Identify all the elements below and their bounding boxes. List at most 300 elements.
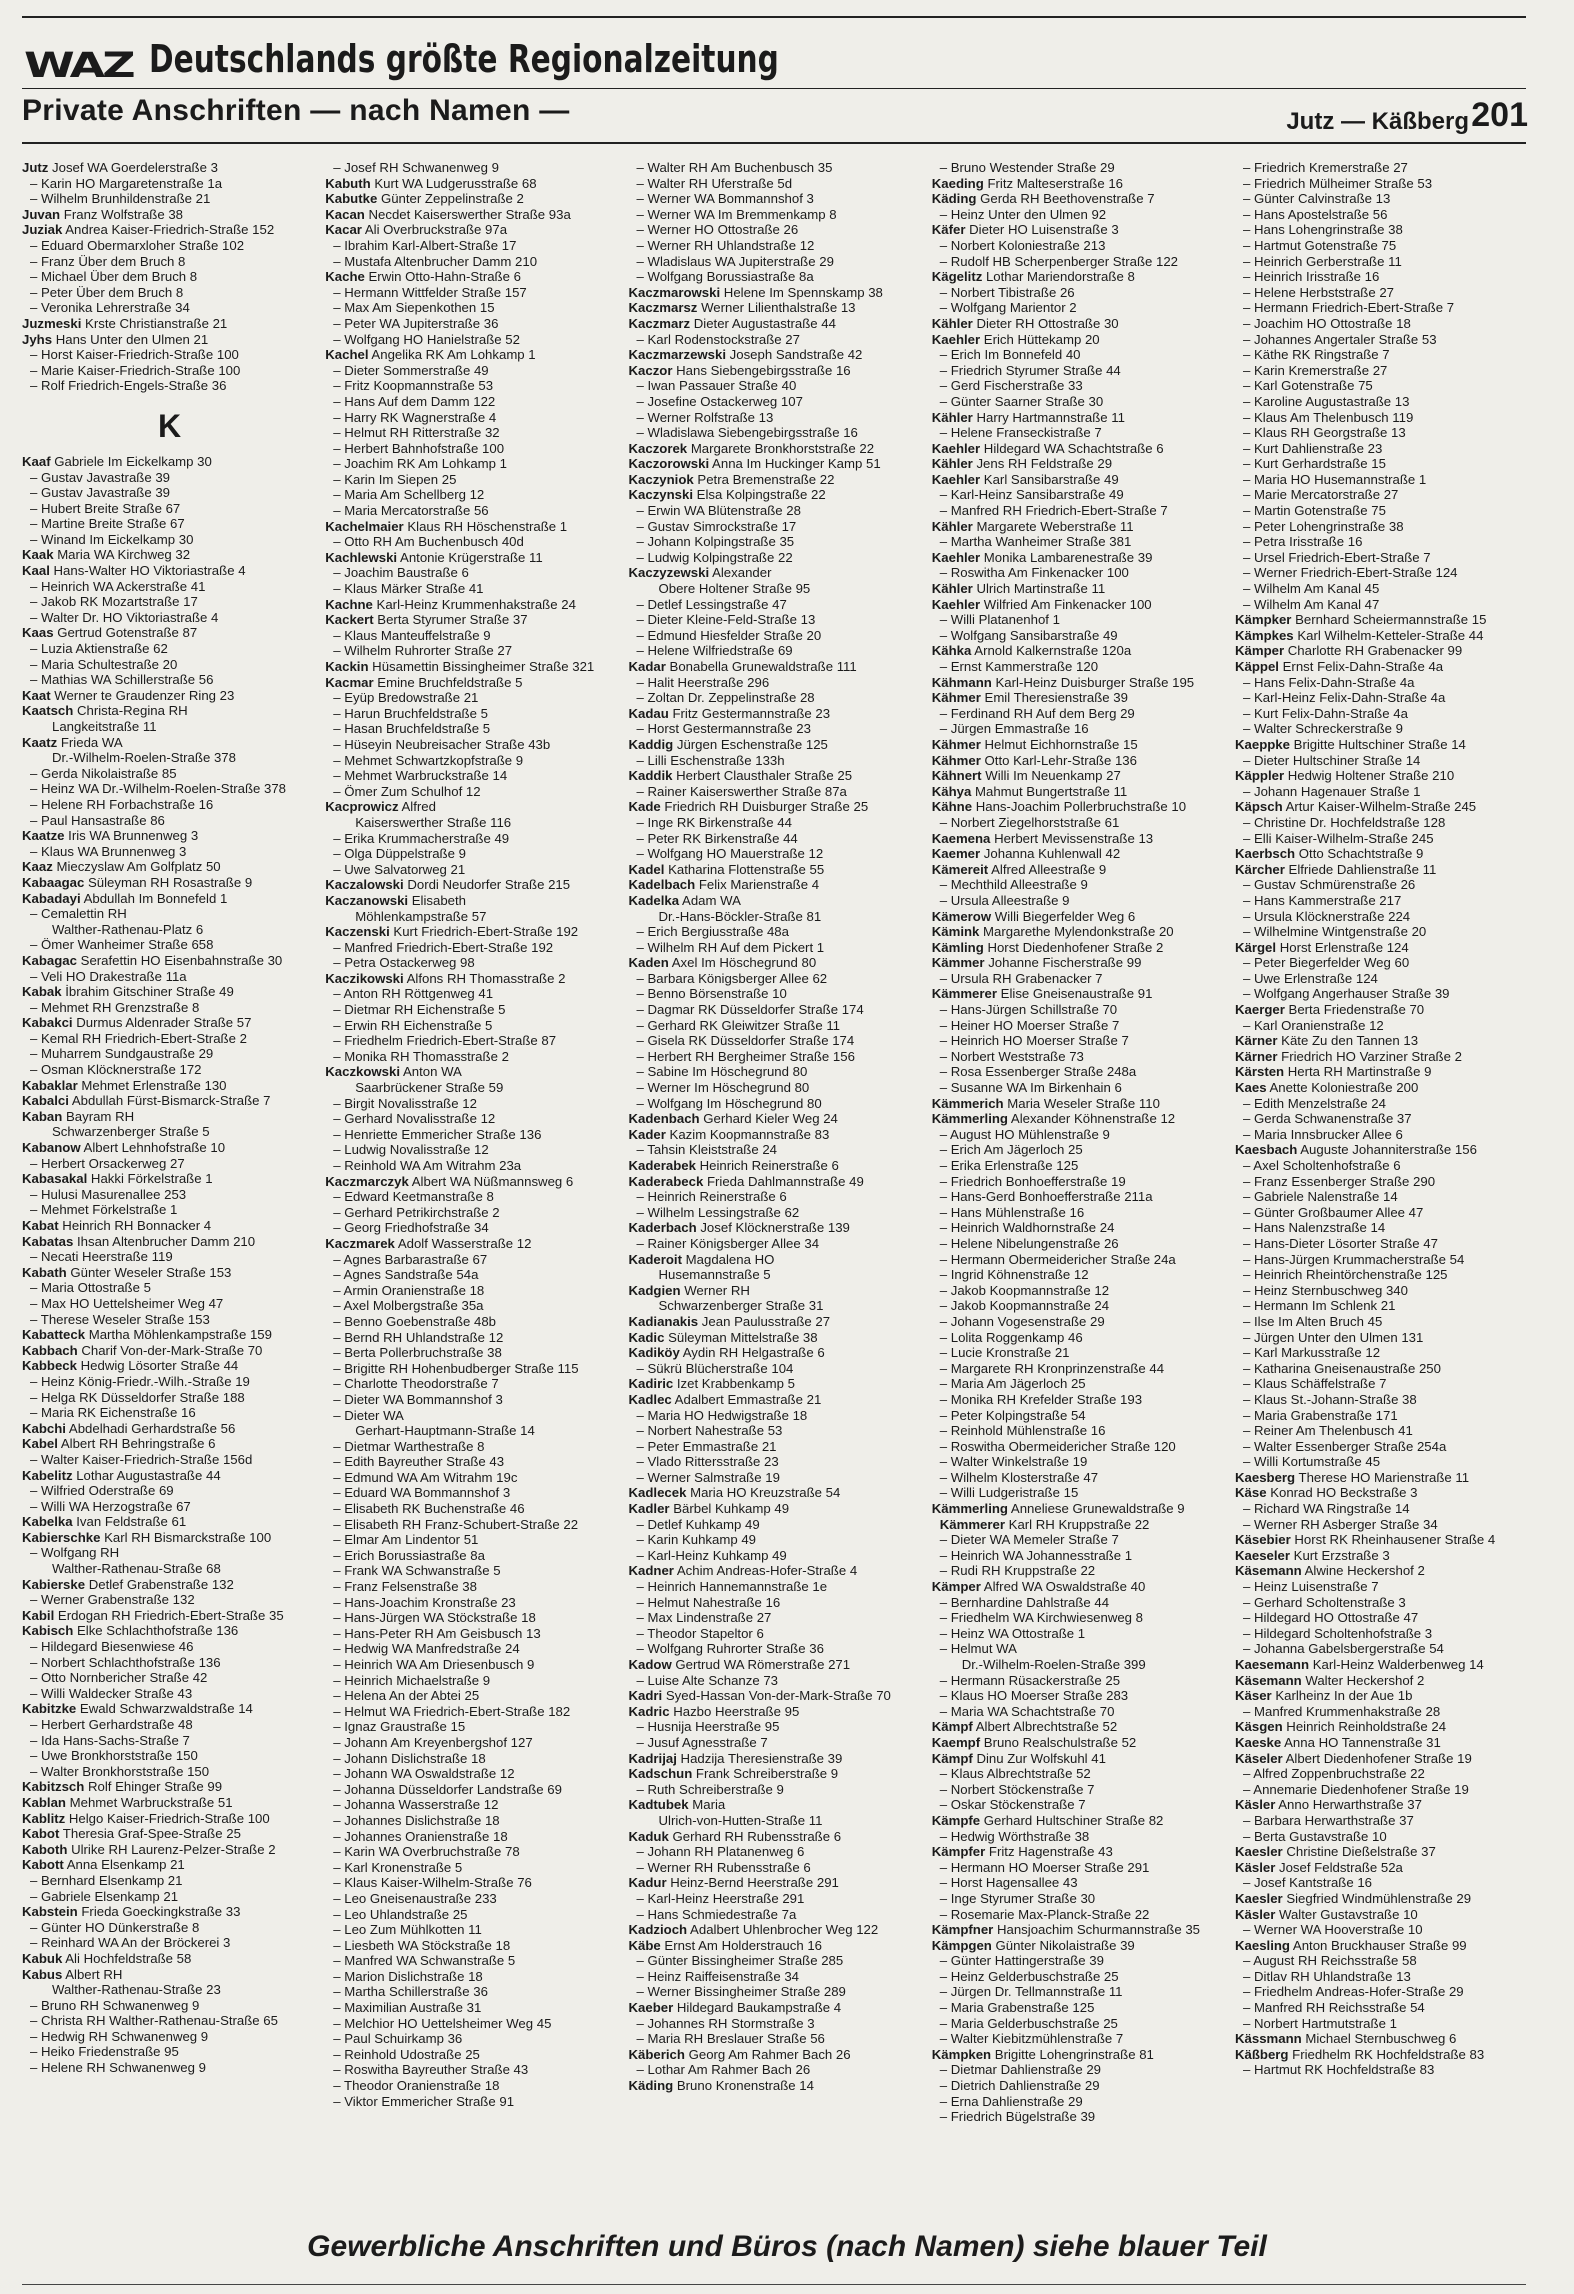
entry-details: – Jürgen Emmastraße 16 <box>939 721 1089 737</box>
directory-entry <box>932 2094 1227 2110</box>
directory-entry <box>1235 1423 1530 1439</box>
entry-details: – Martin Gotenstraße 75 <box>1243 503 1386 519</box>
directory-entry <box>1235 1392 1530 1408</box>
entry-details: Josef Feldstraße 52a <box>1275 1859 1403 1875</box>
directory-entry <box>325 285 620 301</box>
entry-details: Konrad HO Beckstraße 3 <box>1266 1485 1418 1501</box>
entry-details: – Friedrich Kremerstraße 27 <box>1243 160 1408 175</box>
directory-entry <box>629 1408 924 1424</box>
directory-entry <box>325 581 620 597</box>
surname: Kabierschke <box>22 1529 101 1545</box>
surname: Kähya <box>931 783 972 799</box>
directory-entry <box>629 472 924 488</box>
surname: Kadri <box>628 1688 663 1704</box>
surname: Kaeseler <box>1235 1547 1290 1563</box>
entry-details: – Heinrich WA Johannesstraße 1 <box>939 1547 1133 1563</box>
directory-entry <box>1235 332 1530 348</box>
entry-details: – Karl-Heinz Kuhkamp 49 <box>636 1547 787 1563</box>
directory-entry <box>932 1907 1227 1923</box>
entry-details: – Kurt Dahlienstraße 23 <box>1243 440 1383 456</box>
directory-entry <box>1235 1485 1530 1501</box>
entry-details: Adolf Wasserstraße 12 <box>394 1235 532 1251</box>
entry-details: Erich Hüttekamp 20 <box>980 331 1100 347</box>
entry-details: – Wilhelm RH Auf dem Pickert 1 <box>636 939 825 955</box>
directory-entry <box>932 1626 1227 1642</box>
entry-details: Jens RH Feldstraße 29 <box>972 456 1113 472</box>
directory-entry <box>325 1158 620 1174</box>
entry-details: Hakki Förkelstraße 1 <box>87 1171 213 1187</box>
directory-entry <box>325 316 620 332</box>
entry-details: – Ruth Schreiberstraße 9 <box>636 1781 784 1797</box>
directory-entry <box>629 1626 924 1642</box>
entry-details: Albert Diedenhofener Straße 19 <box>1282 1750 1472 1766</box>
surname: Kadzioch <box>628 1922 688 1938</box>
surname: Kämmerich <box>931 1095 1004 1111</box>
surname: Kaas <box>22 625 54 641</box>
entry-details: – Helene Herbststraße 27 <box>1243 284 1394 300</box>
entry-details: – Heinrich Hannemannstraße 1e <box>636 1579 828 1595</box>
entry-details: – Georg Friedhofstraße 34 <box>333 1220 489 1236</box>
directory-entry <box>629 2000 924 2016</box>
directory-entry <box>932 1439 1227 1455</box>
entry-details: Ihsan Altenbrucher Damm 210 <box>73 1233 256 1249</box>
entry-details: – Willi Ludgeristraße 15 <box>939 1485 1079 1501</box>
entry-details: – Barbara Königsberger Allee 62 <box>636 970 828 986</box>
directory-entry <box>325 1330 620 1346</box>
directory-entry <box>325 768 620 784</box>
directory-entry <box>629 643 924 659</box>
entry-details: – Mustafa Altenbrucher Damm 210 <box>333 253 538 269</box>
directory-entry <box>932 1563 1227 1579</box>
directory-entry <box>1235 254 1530 270</box>
surname: Kabil <box>22 1607 55 1623</box>
directory-entry <box>325 1423 620 1439</box>
entry-details: – Maria HO Hedwigstraße 18 <box>636 1407 808 1423</box>
entry-details: Durmus Aldenrader Straße 57 <box>72 1015 252 1031</box>
directory-entry <box>1235 877 1530 893</box>
entry-details: Maria <box>688 1797 726 1813</box>
directory-entry <box>629 534 924 550</box>
surname: Kaatz <box>22 734 58 750</box>
entry-details: – Gerd Fischerstraße 33 <box>939 378 1083 394</box>
entry-details: Anton WA <box>400 1064 462 1080</box>
surname: Käsler <box>1235 1906 1276 1922</box>
directory-entry <box>629 347 924 363</box>
entry-details: – Helmut RH Ritterstraße 32 <box>333 425 500 441</box>
directory-entry <box>629 1127 924 1143</box>
entry-details: – Petra Irisstraße 16 <box>1243 534 1363 550</box>
entry-details: – Heinrich Gerberstraße 11 <box>1243 253 1402 269</box>
entry-details: Heinrich Reinerstraße 6 <box>695 1158 839 1173</box>
surname: Kähler <box>931 409 973 425</box>
entry-details: – Klaus St.-Johann-Straße 38 <box>1243 1391 1417 1407</box>
section-letter: K <box>157 407 182 444</box>
entry-details: – Necati Heerstraße 119 <box>30 1249 173 1265</box>
entry-details: – Paul Schuirkamp 36 <box>333 2031 463 2047</box>
directory-entry <box>932 706 1227 722</box>
entry-details: Charif Von-der-Mark-Straße 70 <box>77 1342 263 1358</box>
entry-details: – Norbert Tibistraße 26 <box>939 284 1075 300</box>
entry-details: Harry Hartmannstraße 11 <box>972 409 1125 425</box>
directory-entry <box>629 1891 924 1907</box>
directory-entry <box>932 1891 1227 1907</box>
directory-entry <box>22 316 317 332</box>
directory-entry <box>932 1579 1227 1595</box>
surname: Kämerow <box>931 908 992 924</box>
surname: Kabierske <box>22 1576 86 1592</box>
surname: Kabel <box>22 1436 58 1452</box>
entry-details: – Maria Grabenstraße 171 <box>1243 1407 1398 1423</box>
directory-entry <box>325 1610 620 1626</box>
directory-entry <box>932 1844 1227 1860</box>
directory-entry <box>325 1626 620 1642</box>
directory-entry <box>22 1265 317 1281</box>
directory-entry <box>1235 1563 1530 1579</box>
entry-details: – Hans Kammerstraße 217 <box>1243 892 1402 908</box>
directory-entry <box>1235 1922 1530 1938</box>
directory-entry <box>1235 1673 1530 1689</box>
entry-details: Mahmut Bungertstraße 11 <box>971 783 1128 799</box>
directory-entry <box>325 1174 620 1190</box>
directory-entry <box>1235 2031 1530 2047</box>
entry-details: Axel Im Höschegrund 80 <box>668 955 817 971</box>
entry-details: Karl Wilhelm-Ketteler-Straße 44 <box>1293 627 1484 643</box>
directory-entry <box>932 1158 1227 1174</box>
directory-entry <box>325 799 620 815</box>
surname: Kaczor <box>628 362 673 378</box>
entry-details: Dieter Augustastraße 44 <box>690 315 836 331</box>
entry-details: Anette Koloniestraße 200 <box>1266 1080 1419 1096</box>
directory-entry <box>932 1984 1227 2000</box>
directory-entry <box>629 1080 924 1096</box>
surname: Kämpkes <box>1235 627 1294 643</box>
surname: Kaczikowski <box>325 970 404 986</box>
directory-entry <box>629 628 924 644</box>
surname: Kaczalowski <box>325 877 404 893</box>
directory-entry <box>325 706 620 722</box>
directory-columns <box>22 160 1530 2186</box>
entry-details: – Jusuf Agnesstraße 7 <box>636 1734 768 1750</box>
surname: Kämink <box>931 924 980 940</box>
entry-details: – Harun Bruchfeldstraße 5 <box>333 705 488 721</box>
entry-details: Fritz Hagenstraße 43 <box>985 1844 1113 1860</box>
directory-entry <box>22 347 317 363</box>
directory-entry <box>22 2044 317 2060</box>
entry-details: – Maximilian Austraße 31 <box>333 2000 482 2016</box>
directory-entry <box>22 563 317 579</box>
entry-details: – Peter Biegerfelder Weg 60 <box>1243 955 1410 971</box>
directory-entry <box>629 1563 924 1579</box>
directory-entry <box>932 659 1227 675</box>
entry-details: Albert Lehnhofstraße 10 <box>80 1140 226 1156</box>
directory-entry <box>22 750 317 766</box>
directory-entry <box>932 1283 1227 1299</box>
directory-entry <box>629 1345 924 1361</box>
directory-entry <box>629 1033 924 1049</box>
surname: Kähmer <box>931 690 981 706</box>
directory-entry <box>932 1361 1227 1377</box>
entry-details: – Veli HO Drakestraße 11a <box>30 968 187 984</box>
entry-details: Obere Holtener Straße 95 <box>658 581 811 597</box>
entry-details: – Inge RK Birkenstraße 44 <box>636 814 792 830</box>
directory-entry <box>932 410 1227 426</box>
entry-details: Izet Krabbenkamp 5 <box>673 1376 795 1392</box>
directory-entry <box>1235 410 1530 426</box>
entry-details: – Maria Gelderbuschstraße 25 <box>939 2015 1118 2031</box>
directory-entry <box>1235 160 1530 176</box>
entry-details: – Werner WA Im Bremmenkamp 8 <box>636 206 837 222</box>
entry-details: – Otto RH Am Buchenbusch 40d <box>333 534 524 550</box>
entry-details: Anton Bruckhauser Straße 99 <box>1289 1937 1467 1953</box>
directory-entry <box>22 1031 317 1047</box>
directory-entry <box>325 1984 620 2000</box>
entry-details: Karl-Heinz Krummenhakstraße 24 <box>372 596 576 612</box>
entry-details: – Reiner Am Thelenbusch 41 <box>1243 1423 1413 1439</box>
directory-entry <box>932 1860 1227 1876</box>
directory-entry <box>932 1969 1227 1985</box>
entry-details: – Werner Im Höschegrund 80 <box>636 1080 810 1096</box>
directory-entry <box>325 503 620 519</box>
entry-details: – Peter WA Jupiterstraße 36 <box>333 315 499 331</box>
directory-entry <box>1235 721 1530 737</box>
waz-logo: WAZ <box>24 44 133 85</box>
entry-details: Emil Theresienstraße 39 <box>980 690 1128 706</box>
surname: Kadianakis <box>628 1313 699 1329</box>
entry-details: – Frank WA Schwanstraße 5 <box>333 1563 501 1579</box>
entry-details: Gabriele Im Eickelkamp 30 <box>50 453 212 469</box>
directory-entry <box>1235 768 1530 784</box>
entry-details: – Heinrich Rheintörchenstraße 125 <box>1243 1267 1448 1283</box>
directory-entry <box>629 2078 924 2094</box>
directory-entry <box>629 1361 924 1377</box>
entry-details: – Hermann Im Schlenk 21 <box>1243 1298 1396 1314</box>
entry-details: Elke Schlachthofstraße 136 <box>73 1623 239 1639</box>
entry-details: – Manfred RH Friedrich-Ebert-Straße 7 <box>939 503 1168 519</box>
entry-details: – Günter Calvinstraße 13 <box>1243 191 1391 207</box>
entry-details: – Norbert Koloniestraße 213 <box>939 237 1106 253</box>
entry-details: Herta RH Martinstraße 9 <box>1284 1064 1432 1080</box>
surname: Kaehler <box>931 549 981 565</box>
directory-entry <box>22 1608 317 1624</box>
directory-entry <box>629 1610 924 1626</box>
entry-details: – Kurt Felix-Dahn-Straße 4a <box>1243 705 1408 721</box>
directory-entry <box>629 1548 924 1564</box>
entry-details: – Johannes Dislichstraße 18 <box>333 1812 500 1828</box>
entry-details: – Johann Dislichstraße 18 <box>333 1750 486 1766</box>
entry-details: – Peter Kolpingstraße 54 <box>939 1407 1086 1423</box>
directory-entry <box>932 238 1227 254</box>
entry-details: – Karoline Augustastraße 13 <box>1243 393 1410 409</box>
directory-entry <box>325 1096 620 1112</box>
directory-entry <box>932 565 1227 581</box>
surname: Käse <box>1235 1485 1267 1501</box>
surname: Kaczmarz <box>628 315 691 331</box>
directory-entry <box>932 1751 1227 1767</box>
entry-details: – Klaus Schäffelstraße 7 <box>1243 1376 1387 1392</box>
surname: Kabuth <box>325 175 371 191</box>
directory-entry <box>22 485 317 501</box>
directory-entry <box>932 394 1227 410</box>
surname: Kadic <box>628 1329 665 1345</box>
entry-details: – Friedrich Styrumer Straße 44 <box>939 362 1121 378</box>
entry-details: – Roswitha Am Finkenacker 100 <box>939 565 1129 581</box>
entry-details: – Kemal RH Friedrich-Ebert-Straße 2 <box>30 1030 247 1046</box>
entry-details: – Lolita Roggenkamp 46 <box>939 1329 1083 1345</box>
directory-entry <box>629 1142 924 1158</box>
directory-entry <box>932 955 1227 971</box>
surname: Kaerbsch <box>1235 846 1296 862</box>
directory-entry <box>22 1218 317 1234</box>
surname: Kabath <box>22 1264 67 1280</box>
entry-details: Bayram RH <box>62 1108 135 1124</box>
surname: Kablitz <box>22 1810 66 1826</box>
entry-details: Syed-Hassan Von-der-Mark-Straße 70 <box>662 1688 891 1704</box>
entry-details: Bärbel Kuhkamp 49 <box>669 1501 790 1517</box>
directory-entry <box>932 1314 1227 1330</box>
entry-details: – Klaus Märker Straße 41 <box>333 581 484 597</box>
directory-entry <box>22 332 317 348</box>
directory-entry <box>629 1579 924 1595</box>
surname: Kachlewski <box>325 549 398 565</box>
directory-entry <box>325 1907 620 1923</box>
entry-details: – Maria WA Schachtstraße 70 <box>939 1703 1115 1719</box>
directory-entry <box>1235 487 1530 503</box>
entry-details: – Werner Salmstraße 19 <box>636 1469 780 1485</box>
entry-details: – Luzia Aktienstraße 62 <box>30 641 168 657</box>
directory-entry <box>22 1078 317 1094</box>
entry-details: – Peter Lohengrinstraße 38 <box>1243 518 1404 534</box>
surname: Kaczmarsz <box>628 300 698 316</box>
directory-entry <box>22 470 317 486</box>
directory-entry <box>1235 2016 1530 2032</box>
surname: Kaal <box>22 563 50 579</box>
entry-details: – Oskar Stöckenstraße 7 <box>939 1797 1086 1813</box>
directory-entry <box>629 1938 924 1954</box>
entry-details: – Horst Gestermannstraße 23 <box>636 721 811 737</box>
directory-entry <box>325 176 620 192</box>
entry-details: – Gabriele Elsenkamp 21 <box>30 1888 179 1904</box>
directory-entry <box>932 940 1227 956</box>
directory-entry <box>629 1392 924 1408</box>
directory-entry <box>932 1595 1227 1611</box>
entry-details: Achim Andreas-Hofer-Straße 4 <box>673 1563 858 1579</box>
entry-details: – Reinhold Mühlenstraße 16 <box>939 1423 1106 1439</box>
entry-details: – Dieter WA Bommannshof 3 <box>333 1391 503 1407</box>
directory-entry <box>325 862 620 878</box>
entry-details: – Husnija Heerstraße 95 <box>636 1719 780 1735</box>
directory-entry <box>629 1782 924 1798</box>
entry-details: – Hildegard HO Ottostraße 47 <box>1243 1610 1419 1626</box>
directory-entry <box>325 394 620 410</box>
directory-entry <box>1235 1641 1530 1657</box>
entry-details: – Karl Markusstraße 12 <box>1243 1345 1381 1361</box>
surname: Kadner <box>628 1563 674 1579</box>
entry-details: – Eyüp Bredowstraße 21 <box>333 690 479 706</box>
directory-entry <box>325 940 620 956</box>
entry-details: Anneliese Grunewaldstraße 9 <box>1007 1501 1185 1517</box>
entry-details: Dr.-Wilhelm-Roelen-Straße 399 <box>961 1657 1146 1672</box>
entry-details: – Alfred Zoppenbruchstraße 22 <box>1243 1766 1425 1782</box>
entry-details: – Bernhardine Dahlstraße 44 <box>939 1594 1110 1610</box>
surname: Kämpf <box>931 1719 973 1735</box>
column-1 <box>22 160 317 2186</box>
directory-entry <box>932 1797 1227 1813</box>
directory-entry <box>932 612 1227 628</box>
directory-entry <box>629 1283 924 1299</box>
entry-details: Hansjoachim Schurmannstraße 35 <box>993 1922 1201 1938</box>
directory-entry <box>325 643 620 659</box>
directory-entry <box>22 1577 317 1593</box>
entry-details: Theresia Graf-Spee-Straße 25 <box>59 1826 241 1842</box>
directory-entry <box>325 846 620 862</box>
entry-details: Willi Biegerfelder Weg 6 <box>991 908 1136 924</box>
surname: Kabuk <box>22 1950 63 1966</box>
surname: Kadenbach <box>628 1111 700 1127</box>
directory-entry <box>325 487 620 503</box>
entry-details: – Hans-Gerd Bonhoefferstraße 211a <box>939 1189 1153 1205</box>
entry-details: Anno Herwarthstraße 37 <box>1275 1797 1422 1813</box>
entry-details: – Heinrich Michaelstraße 9 <box>333 1672 491 1688</box>
entry-details: Lothar Augustastraße 44 <box>72 1467 221 1483</box>
surname: Kaemer <box>931 846 981 862</box>
entry-details: – Heinrich HO Moerser Straße 7 <box>939 1033 1129 1049</box>
entry-details: – Werner RH Uhlandstraße 12 <box>636 237 815 253</box>
directory-entry <box>932 1174 1227 1190</box>
directory-entry <box>22 1811 317 1827</box>
directory-entry <box>629 1501 924 1517</box>
directory-entry <box>325 1142 620 1158</box>
directory-entry <box>629 238 924 254</box>
entry-details: Frank Schreiberstraße 9 <box>692 1766 839 1782</box>
directory-entry <box>1235 1766 1530 1782</box>
entry-details: – Helena An der Abtei 25 <box>333 1688 480 1704</box>
entry-details: – Helene RH Forbachstraße 16 <box>30 796 214 812</box>
directory-entry <box>932 363 1227 379</box>
entry-details: Adalbert Uhlenbrocher Weg 122 <box>687 1922 879 1938</box>
directory-entry <box>932 1080 1227 1096</box>
directory-entry <box>22 1140 317 1156</box>
directory-entry <box>629 1719 924 1735</box>
directory-entry <box>325 378 620 394</box>
directory-entry <box>22 547 317 563</box>
directory-entry <box>629 1922 924 1938</box>
surname: Käding <box>931 191 977 207</box>
entry-details: – Ursula Alleestraße 9 <box>939 892 1070 908</box>
directory-entry <box>629 940 924 956</box>
entry-details: – Liesbeth WA Stöckstraße 18 <box>333 1937 511 1953</box>
directory-entry <box>932 207 1227 223</box>
directory-entry <box>325 924 620 940</box>
surname: Käpsch <box>1235 799 1283 815</box>
directory-entry <box>1235 1532 1530 1548</box>
entry-details: – Karin Kremerstraße 27 <box>1243 362 1388 378</box>
directory-entry <box>22 703 317 719</box>
entry-details: – Heinrich Waldhornstraße 24 <box>939 1220 1115 1236</box>
entry-details: – Werner HO Ottostraße 26 <box>636 222 799 238</box>
entry-details: Bruno Kronenstraße 14 <box>673 2078 814 2094</box>
directory-entry <box>932 1548 1227 1564</box>
directory-entry <box>1235 986 1530 1002</box>
entry-details: – Roswitha Obermeidericher Straße 120 <box>939 1438 1176 1454</box>
entry-details: Gerhart-Hauptmann-Straße 14 <box>355 1423 535 1439</box>
entry-details: – Elmar Am Lindentor 51 <box>333 1532 479 1548</box>
surname: Kacan <box>325 206 365 222</box>
directory-entry <box>1235 1174 1530 1190</box>
directory-entry <box>629 2062 924 2078</box>
directory-entry <box>22 1795 317 1811</box>
directory-entry <box>325 207 620 223</box>
directory-entry <box>629 487 924 503</box>
